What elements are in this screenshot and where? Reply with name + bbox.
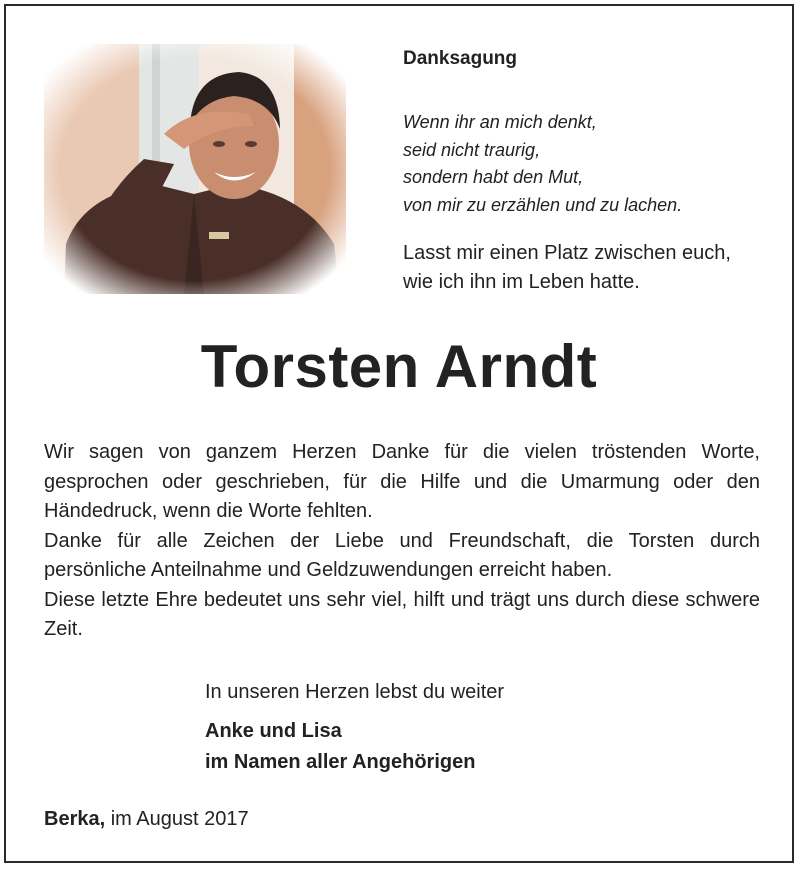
poem-line: sondern habt den Mut, [403, 167, 584, 187]
portrait-photo [44, 44, 346, 294]
verse-line: Lasst mir einen Platz zwischen euch, [403, 242, 731, 264]
deceased-name: Torsten Arndt [200, 333, 598, 400]
obituary-card [4, 4, 794, 863]
verse-line: wie ich ihn im Leben hatte. [403, 271, 640, 293]
poem [403, 109, 682, 219]
place-date [44, 808, 249, 831]
heading-danksagung: Danksagung [403, 48, 518, 69]
signers [205, 716, 475, 778]
closing-line: In unseren Herzen lebst du weiter [205, 681, 505, 703]
thanks-paragraph: Diese letzte Ehre bedeutet uns sehr viel, hilft und trägt uns durch diese schwere Zeit. [44, 588, 760, 640]
thanks-paragraph: Danke für alle Zeichen der Liebe und Freundschaft, die Torsten durch persönliche Anteilnahme und Geldzuwendungen erreicht haben. [44, 529, 760, 581]
poem-line: Wenn ihr an mich denkt, [403, 112, 597, 132]
poem-line: seid nicht traurig, [403, 139, 541, 160]
thanks-paragraph: Wir sagen von ganzem Herzen Danke für die vielen tröstenden Worte, gesprochen oder geschrieben, für die Hilfe und die Umarmung oder den Händedruck, wenn die Worte fehlten. [44, 441, 760, 522]
thanks-text [44, 438, 760, 645]
signer-relation: im Namen aller Angehörigen [205, 751, 476, 773]
signer-names: Anke und Lisa [205, 720, 342, 742]
date-text: im August 2017 [110, 808, 249, 830]
second-verse [403, 239, 731, 297]
poem-line: von mir zu erzählen und zu lachen. [403, 194, 683, 215]
place-name: Berka, [44, 808, 106, 830]
